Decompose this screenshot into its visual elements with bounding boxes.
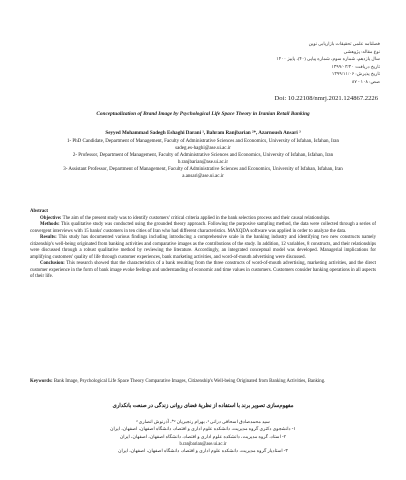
keywords xyxy=(30,379,376,386)
abstract xyxy=(30,209,376,281)
affiliation-1: 1- PhD Candidate, Department of Management, Faculty of Administrative Sciences and Economics, University of Isfahan, Isfahan, Iran xyxy=(66,139,339,144)
author-email-2[interactable]: b.ranjbarian@ase.ui.ac.ir xyxy=(177,159,229,165)
abstract-heading: Abstract xyxy=(30,209,49,214)
author-email-1[interactable]: sadeg.es-haghi@ase.ui.ac.ir xyxy=(175,145,231,151)
persian-affiliation-1: ۱- دانشجوی دکتری گروه مدیریت، دانشکده علوم اداری و اقتصاد، دانشگاه اصفهان، اصفهان، ایران xyxy=(110,427,296,433)
meta-line: صص: ۱۰۸ - ۸۷ xyxy=(351,78,380,84)
methods-text: This qualitative study was conducted using the grounded theory approach. Following the purposive sampling method, the data were collected through a series of convergent interviews with 15 banks' customers in ten cities of Iran who had different characteristics. MAXQDA software was applied in order to analyze the data. xyxy=(30,222,376,234)
persian-affiliation-3: ۳- استادیار گروه مدیریت، دانشکده علوم اداری و اقتصاد، دانشگاه اصفهان، اصفهان، ایران xyxy=(118,449,288,455)
abstract-methods xyxy=(30,222,376,235)
objective-label: Objective: xyxy=(40,215,62,221)
affiliations xyxy=(34,139,372,180)
results-text: This study has documented various findings including introducing a comprehensive scale in the banking industry and identifying two new constructs namely citizenship's well-being originated from banking activities and comparative images as the contributions of the study. In addition, 12 variables, 8 constructs, and their relationships were discussed through a robust qualitative method by reviewing the literature. Accordingly, an integrated conceptual model was developed. Managerial implications for amplifying customers' quality of life through customer experiences, bank marketing activities, and word-of-mouth advertising were discussed. xyxy=(30,235,377,260)
keywords-label: Keywords: xyxy=(30,379,53,384)
abstract-results xyxy=(30,235,376,261)
author-list: Seyyed Mohammad Sadegh Eshaghi Darani ¹, Bahram Ranjbarian ²*, Azarnoush Ansari ³ xyxy=(105,130,301,136)
persian-affiliation-2: ۲- استاد، گروه مدیریت، دانشکده علوم اداری و اقتصاد، دانشگاه اصفهان، اصفهان، ایران xyxy=(119,434,287,440)
paper-title: Conceptualization of Brand Image by Psychological Life Space Theory in Iranian Retail Banking xyxy=(96,111,310,117)
persian-authors-block xyxy=(40,419,366,455)
meta-line: فصلنامه علمی تحقیقات بازاریابی نوین xyxy=(308,41,380,46)
affiliation-2: 2- Professor, Department of Management, Faculty of Administrative Sciences and Economics, University of Isfahan, Isfahan, Iran xyxy=(72,152,334,158)
journal-meta xyxy=(276,40,380,86)
meta-line: تاریخ دریافت: ۱۳۹۹/۰۳/۳۰ xyxy=(331,63,380,69)
persian-title: مفهوم‌سازی تصویر برند با استفاده از نظریهٔ فضای روانی زندگی در صنعت بانکداری xyxy=(112,403,294,409)
abstract-conclusion xyxy=(30,261,376,281)
meta-line: سال یازدهم، شماره سوم، شماره پیاپی (۴۰)، پاییز ۱۴۰۰ xyxy=(276,56,380,62)
affiliation-3: 3- Assistant Professor, Department of Management, Faculty of Administrative Sciences and Economics, University of Isfahan, Isfahan, Iran xyxy=(63,166,343,172)
conclusion-label: Conclusion: xyxy=(40,261,65,267)
persian-authors: سید محمدصادق اسحاقی درانی ¹، بهرام رنجبریان ²*، آذرنوش انصاری ³ xyxy=(136,420,270,425)
meta-line: تاریخ پذیرش: ۱۳۹۹/۱۱/۰۶ xyxy=(331,71,380,77)
author-email-3[interactable]: a.ansari@ase.ui.ac.ir xyxy=(182,173,224,179)
doi[interactable]: Doi: 10.22108/nmrj.2021.124867.2226 xyxy=(274,95,378,102)
keywords-text: Bank Image, Psychological Life Space Theory Comparative Images, Citizenship's Well-being Originated from Banking Activities, Banking. xyxy=(53,379,326,384)
objective-text: The aim of the present study was to identify customers' critical criteria applied in the bank selection process and their causal relationships. xyxy=(62,215,331,221)
methods-label: Methods: xyxy=(40,222,60,228)
persian-email[interactable]: b.ranjbarian@ase.ui.ac.ir xyxy=(179,441,227,447)
results-label: Results: xyxy=(40,235,57,241)
conclusion-text: This research showed that the characteristics of a bank resulting from the three constructs of word-of-mouth advertising, marketing activities, and the direct customer experience in the form of bank image evoke feelings and understanding of economic and time values in customers. Customers consider banking operations in all aspects of their life. xyxy=(30,261,376,280)
meta-line: نوع مقاله: پژوهشی xyxy=(343,48,380,54)
